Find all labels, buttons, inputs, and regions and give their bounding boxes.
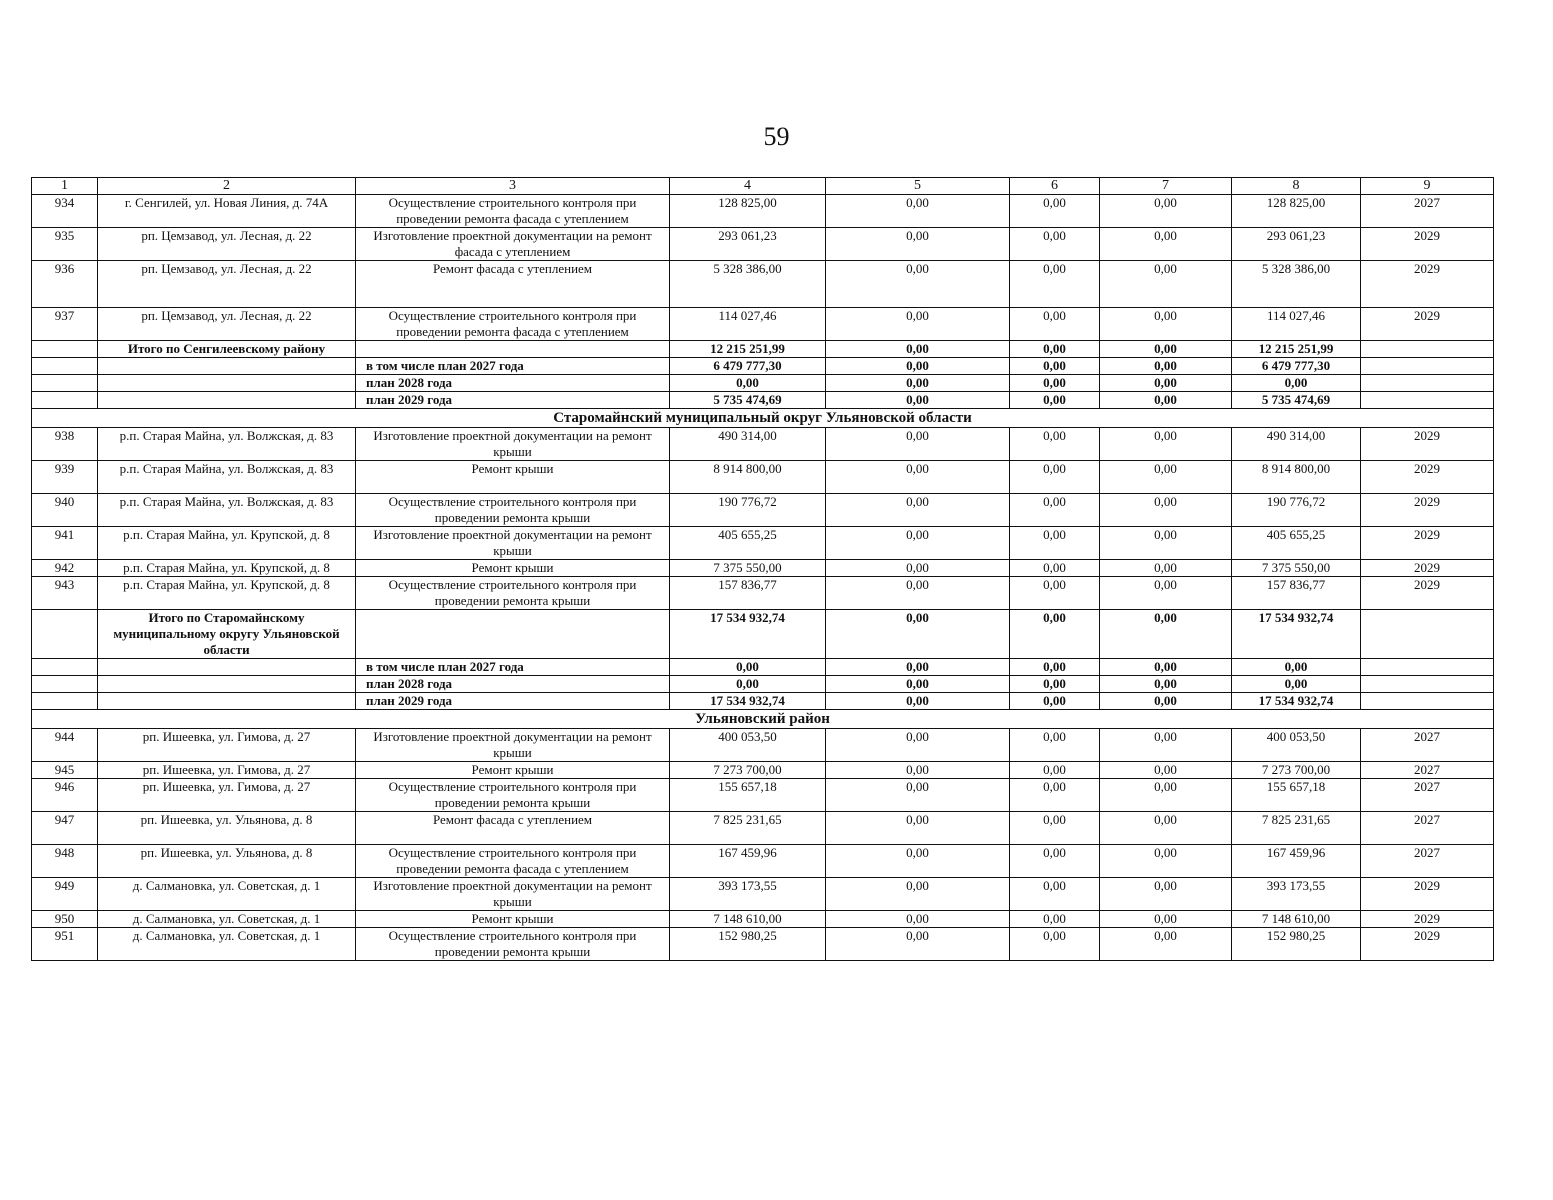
address-cell [98, 358, 356, 375]
year-cell [1361, 693, 1494, 710]
fund-cell: 0,00 [826, 428, 1010, 461]
work-type-cell: Осуществление строительного контроля при проведении ремонта крыши [356, 494, 670, 527]
local-budget-cell: 0,00 [1100, 228, 1232, 261]
fund-cell: 0,00 [826, 928, 1010, 961]
total-cost-cell: 0,00 [670, 659, 826, 676]
work-type-cell: Осуществление строительного контроля при проведении ремонта крыши [356, 779, 670, 812]
row-number-cell: 941 [32, 527, 98, 560]
section-header-row [32, 710, 1494, 729]
work-type-cell: Ремонт крыши [356, 560, 670, 577]
year-cell: 2029 [1361, 261, 1494, 308]
local-budget-cell: 0,00 [1100, 928, 1232, 961]
region-budget-cell: 0,00 [1010, 527, 1100, 560]
row-number-cell [32, 341, 98, 358]
region-budget-cell: 0,00 [1010, 358, 1100, 375]
year-cell [1361, 341, 1494, 358]
fund-cell: 0,00 [826, 308, 1010, 341]
row-number-cell: 943 [32, 577, 98, 610]
year-cell: 2029 [1361, 308, 1494, 341]
work-type-cell [356, 610, 670, 659]
total-cost-cell: 157 836,77 [670, 577, 826, 610]
table-body [32, 178, 1494, 961]
region-budget-cell: 0,00 [1010, 577, 1100, 610]
region-budget-cell: 0,00 [1010, 261, 1100, 308]
plan-row [32, 392, 1494, 409]
local-budget-cell: 0,00 [1100, 845, 1232, 878]
total-cost-cell: 405 655,25 [670, 527, 826, 560]
address-cell: р.п. Старая Майна, ул. Крупской, д. 8 [98, 577, 356, 610]
row-number-cell: 947 [32, 812, 98, 845]
work-type-cell: Изготовление проектной документации на ремонт крыши [356, 878, 670, 911]
fund-cell: 0,00 [826, 812, 1010, 845]
address-cell: р.п. Старая Майна, ул. Волжская, д. 83 [98, 428, 356, 461]
region-budget-cell: 0,00 [1010, 341, 1100, 358]
row-number-cell: 944 [32, 729, 98, 762]
row-number-cell: 934 [32, 195, 98, 228]
total-cost-cell: 7 273 700,00 [670, 762, 826, 779]
section-title: Ульяновский район [32, 710, 1494, 729]
fund-cell: 0,00 [826, 560, 1010, 577]
owners-funds-cell: 5 328 386,00 [1232, 261, 1361, 308]
owners-funds-cell: 0,00 [1232, 676, 1361, 693]
work-type-cell: в том числе план 2027 года [356, 659, 670, 676]
owners-funds-cell: 152 980,25 [1232, 928, 1361, 961]
row-number-cell [32, 693, 98, 710]
page-number: 59 [763, 122, 790, 151]
address-cell: д. Салмановка, ул. Советская, д. 1 [98, 878, 356, 911]
address-cell: р.п. Старая Майна, ул. Волжская, д. 83 [98, 494, 356, 527]
local-budget-cell: 0,00 [1100, 527, 1232, 560]
owners-funds-cell: 167 459,96 [1232, 845, 1361, 878]
table-row [32, 228, 1494, 261]
address-cell: р.п. Старая Майна, ул. Волжская, д. 83 [98, 461, 356, 494]
local-budget-cell: 0,00 [1100, 341, 1232, 358]
table-row [32, 195, 1494, 228]
address-cell: рп. Ишеевка, ул. Гимова, д. 27 [98, 779, 356, 812]
total-cost-cell: 293 061,23 [670, 228, 826, 261]
row-number-cell: 940 [32, 494, 98, 527]
owners-funds-cell: 7 375 550,00 [1232, 560, 1361, 577]
address-cell: рп. Ишеевка, ул. Ульянова, д. 8 [98, 845, 356, 878]
table-row [32, 527, 1494, 560]
region-budget-cell: 0,00 [1010, 812, 1100, 845]
region-budget-cell: 0,00 [1010, 878, 1100, 911]
local-budget-cell: 0,00 [1100, 659, 1232, 676]
year-cell: 2029 [1361, 577, 1494, 610]
owners-funds-cell: 405 655,25 [1232, 527, 1361, 560]
total-cost-cell: 7 375 550,00 [670, 560, 826, 577]
total-cost-cell: 5 735 474,69 [670, 392, 826, 409]
year-cell: 2029 [1361, 228, 1494, 261]
address-cell: Итого по Старомайнскому муниципальному округу Ульяновской области [98, 610, 356, 659]
fund-cell: 0,00 [826, 195, 1010, 228]
plan-row [32, 676, 1494, 693]
total-cost-cell: 0,00 [670, 375, 826, 392]
fund-cell: 0,00 [826, 358, 1010, 375]
owners-funds-cell: 393 173,55 [1232, 878, 1361, 911]
column-number: 8 [1232, 178, 1361, 195]
year-cell [1361, 392, 1494, 409]
local-budget-cell: 0,00 [1100, 878, 1232, 911]
table-row [32, 762, 1494, 779]
total-cost-cell: 12 215 251,99 [670, 341, 826, 358]
work-type-cell: Ремонт крыши [356, 762, 670, 779]
work-type-cell: план 2028 года [356, 676, 670, 693]
local-budget-cell: 0,00 [1100, 560, 1232, 577]
year-cell: 2029 [1361, 928, 1494, 961]
year-cell: 2029 [1361, 527, 1494, 560]
table-row [32, 261, 1494, 308]
fund-cell: 0,00 [826, 659, 1010, 676]
row-number-cell: 942 [32, 560, 98, 577]
year-cell: 2029 [1361, 494, 1494, 527]
column-number: 2 [98, 178, 356, 195]
year-cell: 2027 [1361, 812, 1494, 845]
region-budget-cell: 0,00 [1010, 845, 1100, 878]
total-cost-cell: 17 534 932,74 [670, 610, 826, 659]
row-number-cell [32, 610, 98, 659]
fund-cell: 0,00 [826, 911, 1010, 928]
repair-program-table [31, 177, 1494, 961]
table-row [32, 845, 1494, 878]
region-budget-cell: 0,00 [1010, 494, 1100, 527]
year-cell: 2029 [1361, 428, 1494, 461]
local-budget-cell: 0,00 [1100, 762, 1232, 779]
section-header-row [32, 409, 1494, 428]
column-number-row [32, 178, 1494, 195]
total-cost-cell: 5 328 386,00 [670, 261, 826, 308]
row-number-cell: 948 [32, 845, 98, 878]
fund-cell: 0,00 [826, 228, 1010, 261]
plan-row [32, 693, 1494, 710]
plan-row [32, 659, 1494, 676]
fund-cell: 0,00 [826, 494, 1010, 527]
local-budget-cell: 0,00 [1100, 261, 1232, 308]
year-cell: 2027 [1361, 762, 1494, 779]
year-cell [1361, 610, 1494, 659]
row-number-cell: 939 [32, 461, 98, 494]
row-number-cell: 937 [32, 308, 98, 341]
total-cost-cell: 155 657,18 [670, 779, 826, 812]
total-cost-cell: 7 825 231,65 [670, 812, 826, 845]
fund-cell: 0,00 [826, 729, 1010, 762]
year-cell: 2029 [1361, 878, 1494, 911]
local-budget-cell: 0,00 [1100, 461, 1232, 494]
work-type-cell: Ремонт фасада с утеплением [356, 261, 670, 308]
year-cell [1361, 676, 1494, 693]
address-cell: рп. Ишеевка, ул. Гимова, д. 27 [98, 729, 356, 762]
work-type-cell [356, 341, 670, 358]
local-budget-cell: 0,00 [1100, 812, 1232, 845]
region-budget-cell: 0,00 [1010, 560, 1100, 577]
work-type-cell: Ремонт крыши [356, 911, 670, 928]
row-number-cell: 938 [32, 428, 98, 461]
address-cell [98, 693, 356, 710]
total-cost-cell: 17 534 932,74 [670, 693, 826, 710]
fund-cell: 0,00 [826, 779, 1010, 812]
column-number: 9 [1361, 178, 1494, 195]
column-number: 7 [1100, 178, 1232, 195]
year-cell [1361, 659, 1494, 676]
owners-funds-cell: 12 215 251,99 [1232, 341, 1361, 358]
year-cell [1361, 375, 1494, 392]
region-budget-cell: 0,00 [1010, 610, 1100, 659]
work-type-cell: план 2029 года [356, 392, 670, 409]
total-cost-cell: 152 980,25 [670, 928, 826, 961]
row-number-cell [32, 358, 98, 375]
work-type-cell: Изготовление проектной документации на ремонт фасада с утеплением [356, 228, 670, 261]
row-number-cell [32, 659, 98, 676]
year-cell: 2027 [1361, 779, 1494, 812]
owners-funds-cell: 0,00 [1232, 375, 1361, 392]
region-budget-cell: 0,00 [1010, 693, 1100, 710]
column-number: 6 [1010, 178, 1100, 195]
owners-funds-cell: 17 534 932,74 [1232, 610, 1361, 659]
row-number-cell [32, 392, 98, 409]
work-type-cell: Изготовление проектной документации на ремонт крыши [356, 527, 670, 560]
table-row [32, 812, 1494, 845]
table-row [32, 779, 1494, 812]
row-number-cell: 951 [32, 928, 98, 961]
address-cell: рп. Цемзавод, ул. Лесная, д. 22 [98, 308, 356, 341]
total-cost-cell: 393 173,55 [670, 878, 826, 911]
table-row [32, 494, 1494, 527]
local-budget-cell: 0,00 [1100, 693, 1232, 710]
region-budget-cell: 0,00 [1010, 659, 1100, 676]
fund-cell: 0,00 [826, 610, 1010, 659]
row-number-cell: 936 [32, 261, 98, 308]
region-budget-cell: 0,00 [1010, 729, 1100, 762]
address-cell: рп. Цемзавод, ул. Лесная, д. 22 [98, 261, 356, 308]
total-row [32, 610, 1494, 659]
table-row [32, 911, 1494, 928]
year-cell: 2027 [1361, 845, 1494, 878]
fund-cell: 0,00 [826, 577, 1010, 610]
owners-funds-cell: 190 776,72 [1232, 494, 1361, 527]
work-type-cell: в том числе план 2027 года [356, 358, 670, 375]
plan-row [32, 358, 1494, 375]
work-type-cell: Изготовление проектной документации на ремонт крыши [356, 729, 670, 762]
region-budget-cell: 0,00 [1010, 308, 1100, 341]
column-number: 3 [356, 178, 670, 195]
plan-row [32, 375, 1494, 392]
owners-funds-cell: 7 148 610,00 [1232, 911, 1361, 928]
table-row [32, 729, 1494, 762]
column-number: 4 [670, 178, 826, 195]
local-budget-cell: 0,00 [1100, 494, 1232, 527]
fund-cell: 0,00 [826, 392, 1010, 409]
address-cell: д. Салмановка, ул. Советская, д. 1 [98, 911, 356, 928]
owners-funds-cell: 114 027,46 [1232, 308, 1361, 341]
row-number-cell [32, 676, 98, 693]
column-number: 5 [826, 178, 1010, 195]
address-cell: Итого по Сенгилеевскому району [98, 341, 356, 358]
work-type-cell: Осуществление строительного контроля при проведении ремонта фасада с утеплением [356, 845, 670, 878]
local-budget-cell: 0,00 [1100, 392, 1232, 409]
work-type-cell: Осуществление строительного контроля при проведении ремонта фасада с утеплением [356, 308, 670, 341]
work-type-cell: Ремонт фасада с утеплением [356, 812, 670, 845]
region-budget-cell: 0,00 [1010, 428, 1100, 461]
table-row [32, 928, 1494, 961]
local-budget-cell: 0,00 [1100, 375, 1232, 392]
address-cell: д. Салмановка, ул. Советская, д. 1 [98, 928, 356, 961]
work-type-cell: план 2029 года [356, 693, 670, 710]
region-budget-cell: 0,00 [1010, 461, 1100, 494]
region-budget-cell: 0,00 [1010, 375, 1100, 392]
owners-funds-cell: 490 314,00 [1232, 428, 1361, 461]
address-cell: рп. Ишеевка, ул. Ульянова, д. 8 [98, 812, 356, 845]
owners-funds-cell: 6 479 777,30 [1232, 358, 1361, 375]
owners-funds-cell: 5 735 474,69 [1232, 392, 1361, 409]
total-cost-cell: 0,00 [670, 676, 826, 693]
local-budget-cell: 0,00 [1100, 195, 1232, 228]
region-budget-cell: 0,00 [1010, 392, 1100, 409]
total-cost-cell: 400 053,50 [670, 729, 826, 762]
row-number-cell: 946 [32, 779, 98, 812]
region-budget-cell: 0,00 [1010, 228, 1100, 261]
year-cell: 2029 [1361, 461, 1494, 494]
total-cost-cell: 8 914 800,00 [670, 461, 826, 494]
fund-cell: 0,00 [826, 461, 1010, 494]
local-budget-cell: 0,00 [1100, 358, 1232, 375]
fund-cell: 0,00 [826, 341, 1010, 358]
address-cell: р.п. Старая Майна, ул. Крупской, д. 8 [98, 527, 356, 560]
owners-funds-cell: 8 914 800,00 [1232, 461, 1361, 494]
owners-funds-cell: 400 053,50 [1232, 729, 1361, 762]
table-row [32, 878, 1494, 911]
total-cost-cell: 6 479 777,30 [670, 358, 826, 375]
local-budget-cell: 0,00 [1100, 577, 1232, 610]
address-cell: рп. Цемзавод, ул. Лесная, д. 22 [98, 228, 356, 261]
local-budget-cell: 0,00 [1100, 428, 1232, 461]
total-cost-cell: 114 027,46 [670, 308, 826, 341]
region-budget-cell: 0,00 [1010, 928, 1100, 961]
fund-cell: 0,00 [826, 527, 1010, 560]
region-budget-cell: 0,00 [1010, 779, 1100, 812]
fund-cell: 0,00 [826, 261, 1010, 308]
column-number: 1 [32, 178, 98, 195]
work-type-cell: план 2028 года [356, 375, 670, 392]
section-title: Старомайнский муниципальный округ Ульяновской области [32, 409, 1494, 428]
year-cell: 2029 [1361, 560, 1494, 577]
local-budget-cell: 0,00 [1100, 308, 1232, 341]
region-budget-cell: 0,00 [1010, 911, 1100, 928]
year-cell: 2027 [1361, 729, 1494, 762]
region-budget-cell: 0,00 [1010, 762, 1100, 779]
table-row [32, 461, 1494, 494]
fund-cell: 0,00 [826, 375, 1010, 392]
local-budget-cell: 0,00 [1100, 911, 1232, 928]
total-cost-cell: 167 459,96 [670, 845, 826, 878]
row-number-cell: 950 [32, 911, 98, 928]
address-cell: р.п. Старая Майна, ул. Крупской, д. 8 [98, 560, 356, 577]
address-cell [98, 392, 356, 409]
table-row [32, 560, 1494, 577]
year-cell: 2029 [1361, 911, 1494, 928]
local-budget-cell: 0,00 [1100, 610, 1232, 659]
total-cost-cell: 7 148 610,00 [670, 911, 826, 928]
work-type-cell: Ремонт крыши [356, 461, 670, 494]
owners-funds-cell: 7 273 700,00 [1232, 762, 1361, 779]
total-row [32, 341, 1494, 358]
address-cell: г. Сенгилей, ул. Новая Линия, д. 74А [98, 195, 356, 228]
year-cell [1361, 358, 1494, 375]
row-number-cell: 935 [32, 228, 98, 261]
region-budget-cell: 0,00 [1010, 676, 1100, 693]
owners-funds-cell: 293 061,23 [1232, 228, 1361, 261]
total-cost-cell: 128 825,00 [670, 195, 826, 228]
address-cell [98, 676, 356, 693]
work-type-cell: Осуществление строительного контроля при проведении ремонта крыши [356, 577, 670, 610]
owners-funds-cell: 157 836,77 [1232, 577, 1361, 610]
row-number-cell [32, 375, 98, 392]
local-budget-cell: 0,00 [1100, 779, 1232, 812]
fund-cell: 0,00 [826, 762, 1010, 779]
table-row [32, 308, 1494, 341]
owners-funds-cell: 155 657,18 [1232, 779, 1361, 812]
owners-funds-cell: 0,00 [1232, 659, 1361, 676]
local-budget-cell: 0,00 [1100, 676, 1232, 693]
address-cell: рп. Ишеевка, ул. Гимова, д. 27 [98, 762, 356, 779]
fund-cell: 0,00 [826, 878, 1010, 911]
table-row [32, 577, 1494, 610]
fund-cell: 0,00 [826, 676, 1010, 693]
work-type-cell: Осуществление строительного контроля при проведении ремонта крыши [356, 928, 670, 961]
owners-funds-cell: 7 825 231,65 [1232, 812, 1361, 845]
total-cost-cell: 190 776,72 [670, 494, 826, 527]
fund-cell: 0,00 [826, 693, 1010, 710]
owners-funds-cell: 128 825,00 [1232, 195, 1361, 228]
local-budget-cell: 0,00 [1100, 729, 1232, 762]
owners-funds-cell: 17 534 932,74 [1232, 693, 1361, 710]
total-cost-cell: 490 314,00 [670, 428, 826, 461]
fund-cell: 0,00 [826, 845, 1010, 878]
region-budget-cell: 0,00 [1010, 195, 1100, 228]
year-cell: 2027 [1361, 195, 1494, 228]
address-cell [98, 375, 356, 392]
work-type-cell: Осуществление строительного контроля при проведении ремонта фасада с утеплением [356, 195, 670, 228]
work-type-cell: Изготовление проектной документации на ремонт крыши [356, 428, 670, 461]
row-number-cell: 945 [32, 762, 98, 779]
address-cell [98, 659, 356, 676]
row-number-cell: 949 [32, 878, 98, 911]
table-row [32, 428, 1494, 461]
